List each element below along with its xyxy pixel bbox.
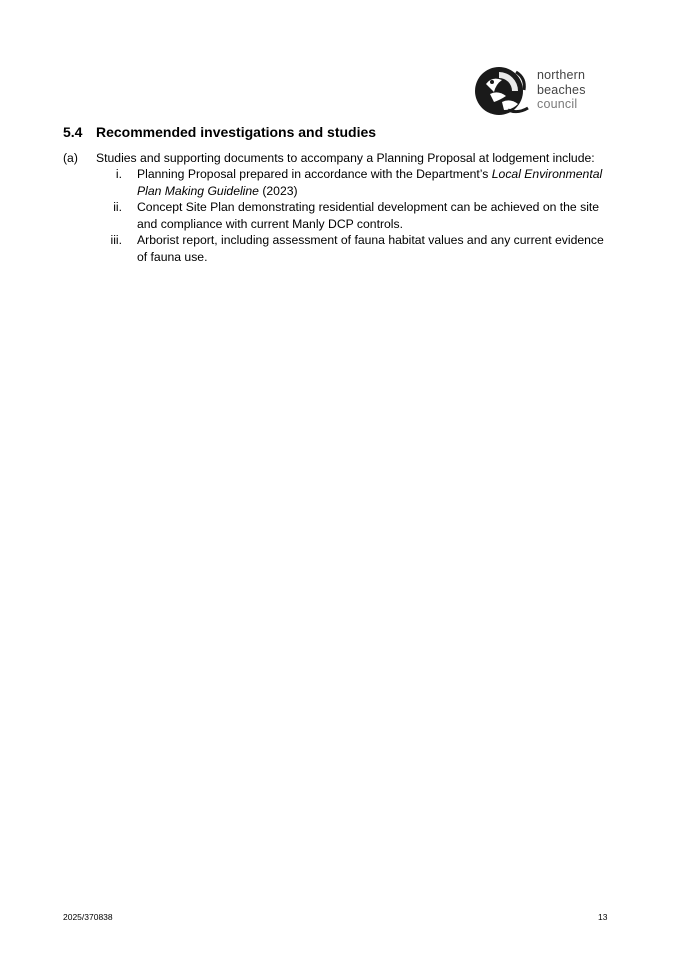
council-logo — [472, 64, 602, 118]
section-heading — [63, 124, 376, 140]
guideline-title-part-2: Plan Making Guideline — [137, 183, 259, 198]
council-emblem-icon — [472, 64, 532, 118]
paragraph-text: Studies and supporting documents to accompany a Planning Proposal at lodgement include: — [96, 151, 595, 165]
list-item-marker: i. — [115, 167, 122, 181]
list-item-text: Planning Proposal prepared in accordance with the Department’s — [137, 167, 492, 181]
list-item-body — [137, 199, 613, 232]
list-item-line — [137, 166, 613, 183]
logo-line-3: council — [537, 97, 578, 111]
paragraph-marker: (a) — [63, 151, 78, 165]
list-item-line: Arborist report, including assessment of fauna habitat values and any current evidence — [137, 233, 604, 247]
section-number: 5.4 — [63, 124, 83, 140]
list-item-line: of fauna use. — [137, 249, 208, 264]
list-item-text: (2023) — [258, 183, 298, 198]
guideline-title-part-1: Local Environmental — [491, 167, 603, 181]
list-item-body — [137, 166, 613, 199]
logo-wordmark — [537, 68, 586, 112]
list-item-marker: ii. — [113, 200, 122, 214]
section-title: Recommended investigations and studies — [96, 124, 377, 140]
footer-doc-number: 2025/370838 — [63, 912, 113, 922]
footer-page-number: 13 — [598, 912, 608, 922]
list-item-line: Concept Site Plan demonstrating residential development can be achieved on the site — [137, 200, 600, 214]
logo-line-2: beaches — [537, 82, 586, 97]
list-item-line — [137, 183, 613, 200]
logo-line-1: northern — [537, 68, 586, 82]
list-item-line: and compliance with current Manly DCP controls. — [137, 216, 403, 231]
list-item-body — [137, 232, 613, 265]
list-item-marker: iii. — [110, 233, 122, 247]
